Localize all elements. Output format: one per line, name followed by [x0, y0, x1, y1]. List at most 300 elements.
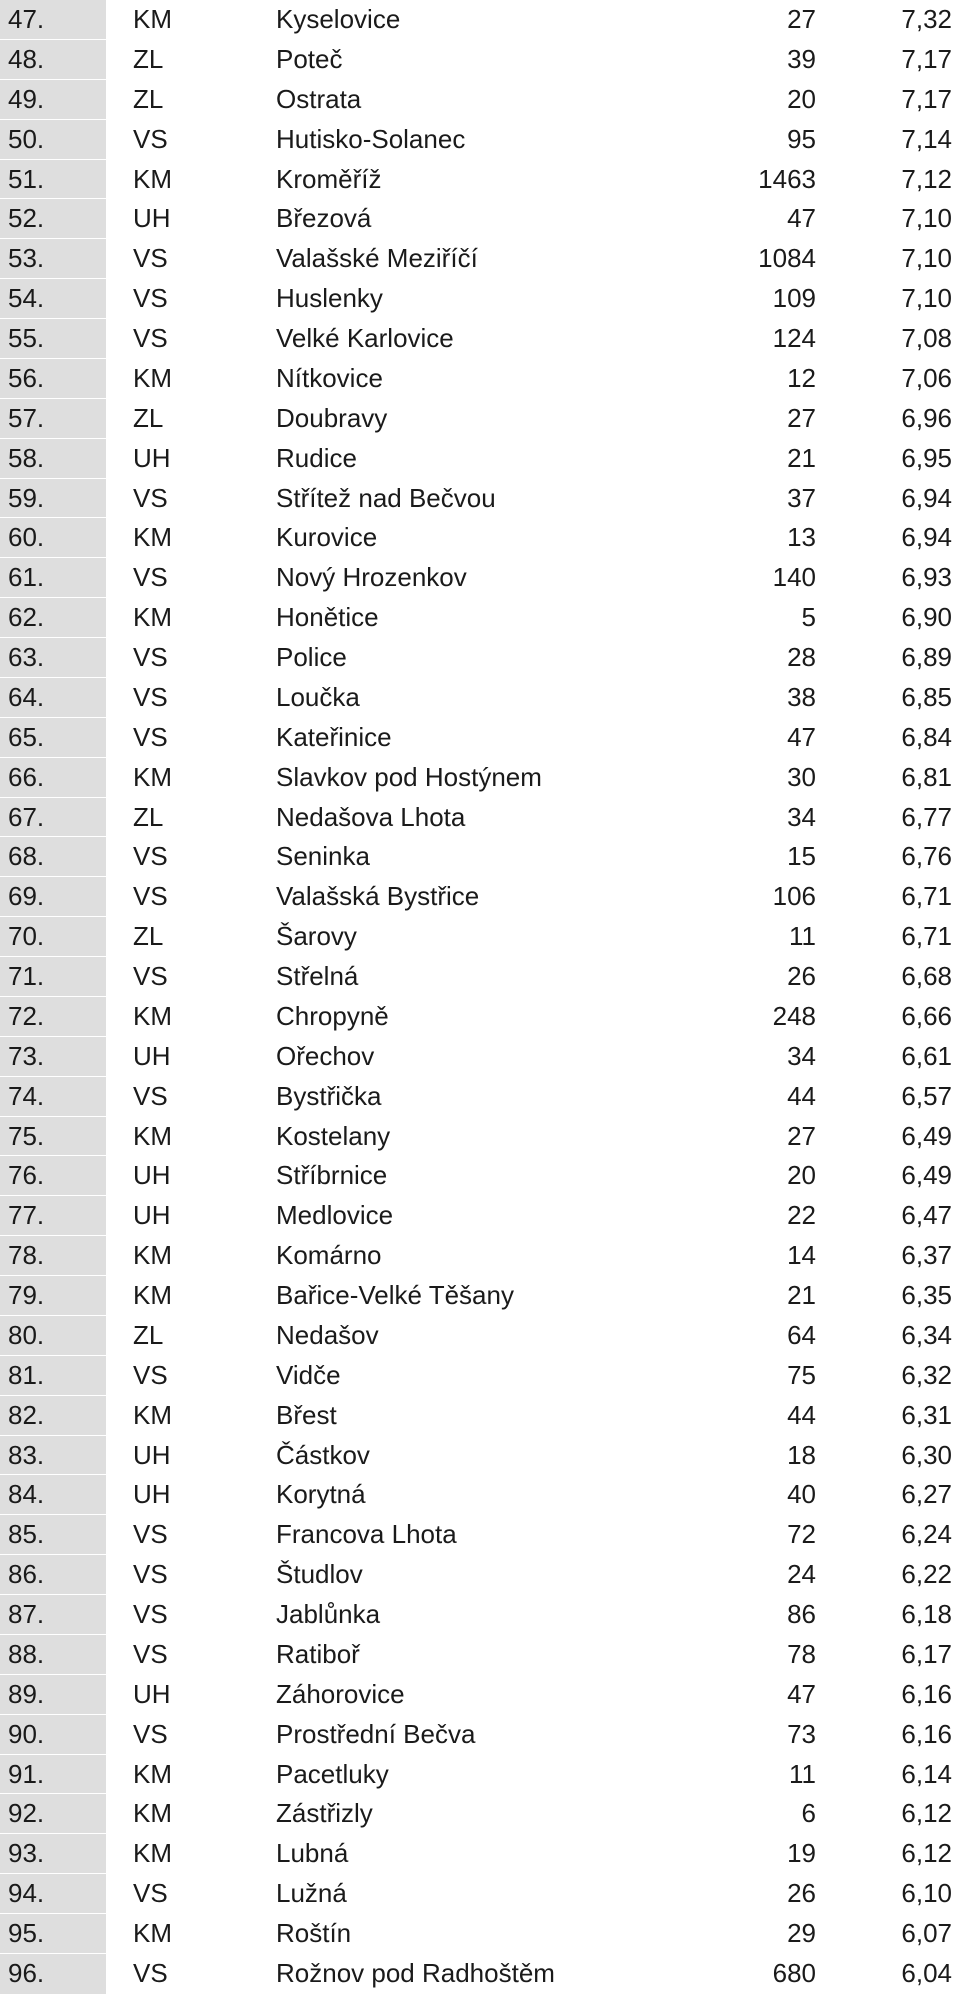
rank-cell: 80.	[0, 1316, 106, 1355]
municipality-name-cell: Medlovice	[276, 1200, 394, 1231]
value-cell: 6,89	[901, 642, 952, 672]
value-cell: 6,71	[901, 881, 952, 912]
district-code-cell: KM	[133, 761, 172, 792]
count-cell: 12	[787, 362, 816, 393]
rank-cell: 52.	[0, 199, 106, 238]
rank-cell: 79.	[0, 1276, 106, 1315]
value-cell: 6,10	[901, 1878, 952, 1909]
table-row	[0, 1874, 960, 1914]
table-row	[0, 0, 960, 40]
municipality-name-cell: Lubná	[276, 1838, 349, 1869]
count-cell: 47	[787, 203, 816, 234]
rank-cell: 57.	[0, 399, 106, 438]
district-code-cell: VS	[133, 283, 168, 314]
value-cell: 6,37	[901, 1240, 952, 1271]
municipality-name-cell: Střelná	[276, 961, 359, 991]
table-row	[0, 798, 960, 838]
rank-cell: 49.	[0, 80, 106, 119]
rank-cell: 65.	[0, 718, 106, 757]
table-row	[0, 479, 960, 519]
value-cell: 6,12	[901, 1838, 952, 1869]
table-row	[0, 1077, 960, 1117]
table-row	[0, 1595, 960, 1635]
table-row	[0, 837, 960, 877]
table-row	[0, 1156, 960, 1196]
district-code-cell: ZL	[133, 83, 164, 114]
count-cell: 21	[787, 442, 816, 473]
value-cell: 6,84	[901, 721, 952, 752]
rank-cell: 82.	[0, 1396, 106, 1435]
municipality-name-cell: Vidče	[276, 1359, 341, 1390]
municipality-name-cell: Seninka	[276, 841, 370, 872]
table-row	[0, 638, 960, 678]
municipality-name-cell: Komárno	[276, 1240, 382, 1271]
district-code-cell: KM	[133, 1838, 172, 1869]
count-cell: 680	[772, 1957, 816, 1988]
value-cell: 6,81	[901, 761, 952, 792]
table-row	[0, 1715, 960, 1755]
count-cell: 24	[787, 1559, 816, 1590]
municipality-name-cell: Střítež nad Bečvou	[276, 482, 496, 513]
count-cell: 78	[787, 1638, 816, 1669]
district-code-cell: UH	[133, 442, 171, 473]
district-code-cell: VS	[133, 1359, 168, 1390]
municipality-name-cell: Velké Karlovice	[276, 323, 454, 353]
district-code-cell: VS	[133, 841, 168, 872]
table-row	[0, 598, 960, 638]
district-code-cell: KM	[133, 1280, 172, 1310]
table-row	[0, 1356, 960, 1396]
value-cell: 6,31	[901, 1399, 952, 1430]
value-cell: 7,17	[901, 43, 952, 74]
rank-cell: 96.	[0, 1954, 106, 1994]
rank-cell: 75.	[0, 1117, 106, 1156]
value-cell: 6,12	[901, 1798, 952, 1829]
municipality-name-cell: Študlov	[276, 1559, 363, 1590]
count-cell: 1463	[758, 163, 816, 194]
rank-cell: 63.	[0, 638, 106, 677]
district-code-cell: KM	[133, 1798, 172, 1829]
count-cell: 26	[787, 961, 816, 991]
table-row	[0, 1396, 960, 1436]
municipality-name-cell: Kostelany	[276, 1120, 391, 1151]
rank-cell: 87.	[0, 1595, 106, 1634]
value-cell: 7,32	[901, 4, 952, 34]
rank-cell: 47.	[0, 0, 106, 39]
district-code-cell: VS	[133, 681, 168, 712]
table-row	[0, 718, 960, 758]
municipality-name-cell: Ratiboř	[276, 1638, 360, 1669]
value-cell: 7,10	[901, 243, 952, 274]
table-row	[0, 319, 960, 359]
value-cell: 7,17	[901, 83, 952, 114]
table-row	[0, 558, 960, 598]
count-cell: 30	[787, 761, 816, 792]
municipality-name-cell: Bystřička	[276, 1080, 382, 1111]
district-code-cell: VS	[133, 1638, 168, 1669]
municipality-name-cell: Hutisko-Solanec	[276, 123, 466, 154]
municipality-name-cell: Police	[276, 642, 347, 672]
rank-cell: 58.	[0, 439, 106, 478]
rank-cell: 88.	[0, 1635, 106, 1674]
count-cell: 37	[787, 482, 816, 513]
table-row	[0, 1117, 960, 1157]
district-code-cell: VS	[133, 123, 168, 154]
table-row	[0, 1196, 960, 1236]
count-cell: 47	[787, 721, 816, 752]
municipality-name-cell: Slavkov pod Hostýnem	[276, 761, 542, 792]
rank-cell: 59.	[0, 479, 106, 518]
municipality-name-cell: Rožnov pod Radhoštěm	[276, 1957, 555, 1988]
count-cell: 6	[801, 1798, 816, 1829]
rank-cell: 95.	[0, 1914, 106, 1953]
value-cell: 6,22	[901, 1559, 952, 1590]
value-cell: 7,10	[901, 283, 952, 314]
value-cell: 6,77	[901, 801, 952, 832]
table-row	[0, 439, 960, 479]
rank-cell: 67.	[0, 798, 106, 837]
rank-cell: 62.	[0, 598, 106, 637]
value-cell: 6,57	[901, 1080, 952, 1111]
rank-cell: 68.	[0, 837, 106, 876]
value-cell: 6,66	[901, 1000, 952, 1031]
district-code-cell: VS	[133, 1080, 168, 1111]
count-cell: 11	[789, 1758, 816, 1789]
municipality-name-cell: Šarovy	[276, 921, 357, 952]
value-cell: 6,47	[901, 1200, 952, 1231]
municipality-name-cell: Prostřední Bečva	[276, 1718, 476, 1749]
rank-cell: 86.	[0, 1555, 106, 1594]
municipality-name-cell: Kroměříž	[276, 163, 382, 194]
municipality-name-cell: Nedašov	[276, 1319, 379, 1350]
table-row	[0, 279, 960, 319]
rank-cell: 53.	[0, 239, 106, 278]
municipality-name-cell: Stříbrnice	[276, 1160, 388, 1191]
municipality-name-cell: Zástřizly	[276, 1798, 373, 1829]
value-cell: 7,12	[901, 163, 952, 194]
table-row	[0, 917, 960, 957]
count-cell: 26	[787, 1878, 816, 1909]
table-row	[0, 1555, 960, 1595]
district-code-cell: KM	[133, 1758, 172, 1789]
value-cell: 6,96	[901, 402, 952, 433]
value-cell: 6,76	[901, 841, 952, 872]
district-code-cell: KM	[133, 1240, 172, 1271]
value-cell: 6,16	[901, 1718, 952, 1749]
district-code-cell: UH	[133, 1439, 171, 1470]
count-cell: 22	[787, 1200, 816, 1231]
rank-cell: 69.	[0, 877, 106, 916]
table-row	[0, 120, 960, 160]
count-cell: 95	[787, 123, 816, 154]
count-cell: 140	[772, 562, 816, 593]
count-cell: 5	[801, 602, 816, 633]
rank-cell: 83.	[0, 1436, 106, 1475]
table-row	[0, 199, 960, 239]
district-code-cell: VS	[133, 1957, 168, 1988]
value-cell: 7,06	[901, 362, 952, 393]
district-code-cell: UH	[133, 1200, 171, 1231]
count-cell: 44	[787, 1399, 816, 1430]
municipality-name-cell: Loučka	[276, 681, 360, 712]
municipality-name-cell: Roštín	[276, 1918, 352, 1948]
municipality-name-cell: Huslenky	[276, 283, 383, 314]
count-cell: 39	[787, 43, 816, 74]
count-cell: 64	[787, 1319, 816, 1350]
count-cell: 11	[789, 921, 816, 952]
count-cell: 248	[772, 1000, 816, 1031]
value-cell: 6,68	[901, 961, 952, 991]
table-row	[0, 997, 960, 1037]
municipality-name-cell: Záhorovice	[276, 1678, 405, 1709]
district-code-cell: VS	[133, 1559, 168, 1590]
table-row	[0, 518, 960, 558]
rank-cell: 94.	[0, 1874, 106, 1913]
district-code-cell: VS	[133, 1718, 168, 1749]
value-cell: 6,85	[901, 681, 952, 712]
table-row	[0, 1954, 960, 1994]
count-cell: 15	[787, 841, 816, 872]
table-row	[0, 678, 960, 718]
district-code-cell: ZL	[133, 801, 164, 832]
count-cell: 34	[787, 1040, 816, 1071]
municipality-name-cell: Valašská Bystřice	[276, 881, 480, 912]
table-row	[0, 1834, 960, 1874]
municipality-name-cell: Částkov	[276, 1439, 370, 1470]
district-code-cell: KM	[133, 1918, 172, 1948]
district-code-cell: VS	[133, 642, 168, 672]
district-code-cell: ZL	[133, 43, 164, 74]
table-row	[0, 1794, 960, 1834]
count-cell: 27	[787, 1120, 816, 1151]
table-row	[0, 160, 960, 200]
district-code-cell: VS	[133, 881, 168, 912]
district-code-cell: KM	[133, 1000, 172, 1031]
rank-cell: 92.	[0, 1794, 106, 1833]
district-code-cell: VS	[133, 562, 168, 593]
value-cell: 6,49	[901, 1160, 952, 1191]
count-cell: 19	[787, 1838, 816, 1869]
district-code-cell: KM	[133, 1120, 172, 1151]
value-cell: 6,16	[901, 1678, 952, 1709]
district-code-cell: KM	[133, 163, 172, 194]
rank-cell: 78.	[0, 1236, 106, 1275]
value-cell: 6,94	[901, 482, 952, 513]
count-cell: 20	[787, 1160, 816, 1191]
municipality-name-cell: Nedašova Lhota	[276, 801, 466, 832]
table-row	[0, 957, 960, 997]
district-code-cell: ZL	[133, 921, 164, 952]
table-row	[0, 239, 960, 279]
rank-cell: 93.	[0, 1834, 106, 1873]
value-cell: 6,04	[901, 1957, 952, 1988]
count-cell: 27	[787, 4, 816, 34]
municipality-name-cell: Valašské Meziříčí	[276, 243, 478, 274]
value-cell: 6,49	[901, 1120, 952, 1151]
value-cell: 6,17	[901, 1638, 952, 1669]
district-code-cell: UH	[133, 1479, 171, 1510]
count-cell: 75	[787, 1359, 816, 1390]
count-cell: 124	[772, 323, 816, 353]
table-row	[0, 1236, 960, 1276]
rank-cell: 90.	[0, 1715, 106, 1754]
municipality-name-cell: Kateřinice	[276, 721, 392, 752]
municipality-name-cell: Nový Hrozenkov	[276, 562, 467, 593]
table-row	[0, 1515, 960, 1555]
value-cell: 6,93	[901, 562, 952, 593]
table-row	[0, 758, 960, 798]
table-row	[0, 1635, 960, 1675]
municipality-name-cell: Jablůnka	[276, 1599, 381, 1629]
rank-cell: 54.	[0, 279, 106, 318]
count-cell: 47	[787, 1678, 816, 1709]
count-cell: 34	[787, 801, 816, 832]
count-cell: 73	[787, 1718, 816, 1749]
value-cell: 7,08	[901, 323, 952, 353]
district-code-cell: KM	[133, 522, 172, 553]
rank-cell: 74.	[0, 1077, 106, 1116]
district-code-cell: UH	[133, 1040, 171, 1071]
rank-cell: 61.	[0, 558, 106, 597]
count-cell: 14	[787, 1240, 816, 1271]
rank-cell: 70.	[0, 917, 106, 956]
table-row	[0, 399, 960, 439]
district-code-cell: VS	[133, 721, 168, 752]
district-code-cell: VS	[133, 243, 168, 274]
municipality-name-cell: Ostrata	[276, 83, 362, 114]
count-cell: 44	[787, 1080, 816, 1111]
value-cell: 6,18	[901, 1599, 952, 1629]
table-row	[0, 1755, 960, 1795]
count-cell: 1084	[758, 243, 816, 274]
count-cell: 21	[787, 1280, 816, 1310]
value-cell: 6,71	[901, 921, 952, 952]
rank-cell: 51.	[0, 160, 106, 199]
district-code-cell: KM	[133, 4, 172, 34]
table-row	[0, 1675, 960, 1715]
rank-cell: 72.	[0, 997, 106, 1036]
district-code-cell: KM	[133, 1399, 172, 1430]
municipality-name-cell: Nítkovice	[276, 362, 383, 393]
table-row	[0, 1475, 960, 1515]
municipality-name-cell: Pacetluky	[276, 1758, 389, 1789]
rank-cell: 73.	[0, 1037, 106, 1076]
value-cell: 6,61	[901, 1040, 952, 1071]
rank-cell: 91.	[0, 1755, 106, 1794]
table-row	[0, 1436, 960, 1476]
count-cell: 109	[772, 283, 816, 314]
value-cell: 6,94	[901, 522, 952, 553]
rank-cell: 48.	[0, 40, 106, 79]
district-code-cell: KM	[133, 362, 172, 393]
municipality-name-cell: Kurovice	[276, 522, 378, 553]
value-cell: 6,24	[901, 1519, 952, 1550]
rank-cell: 56.	[0, 359, 106, 398]
district-code-cell: UH	[133, 1160, 171, 1191]
municipality-name-cell: Březová	[276, 203, 372, 234]
value-cell: 6,34	[901, 1319, 952, 1350]
rank-cell: 84.	[0, 1475, 106, 1514]
municipality-name-cell: Doubravy	[276, 402, 388, 433]
table-row	[0, 40, 960, 80]
municipality-name-cell: Honětice	[276, 602, 379, 633]
table-row	[0, 877, 960, 917]
table-row	[0, 80, 960, 120]
district-code-cell: UH	[133, 1678, 171, 1709]
value-cell: 6,07	[901, 1918, 952, 1948]
district-code-cell: UH	[133, 203, 171, 234]
district-code-cell: VS	[133, 961, 168, 991]
municipality-name-cell: Korytná	[276, 1479, 366, 1510]
rank-cell: 66.	[0, 758, 106, 797]
value-cell: 6,14	[901, 1758, 952, 1789]
rank-cell: 85.	[0, 1515, 106, 1554]
municipality-name-cell: Lužná	[276, 1878, 347, 1909]
count-cell: 27	[787, 402, 816, 433]
municipality-name-cell: Kyselovice	[276, 4, 401, 34]
rank-cell: 64.	[0, 678, 106, 717]
municipality-name-cell: Poteč	[276, 43, 343, 74]
rank-cell: 60.	[0, 518, 106, 557]
table-row	[0, 1316, 960, 1356]
value-cell: 6,90	[901, 602, 952, 633]
rank-cell: 89.	[0, 1675, 106, 1714]
count-cell: 40	[787, 1479, 816, 1510]
district-code-cell: VS	[133, 1599, 168, 1629]
municipality-name-cell: Břest	[276, 1399, 337, 1430]
value-cell: 7,14	[901, 123, 952, 154]
district-code-cell: VS	[133, 1878, 168, 1909]
count-cell: 72	[787, 1519, 816, 1550]
rank-cell: 55.	[0, 319, 106, 358]
rank-cell: 77.	[0, 1196, 106, 1235]
count-cell: 18	[787, 1439, 816, 1470]
district-code-cell: VS	[133, 482, 168, 513]
municipality-name-cell: Rudice	[276, 442, 357, 473]
municipality-name-cell: Bařice-Velké Těšany	[276, 1280, 514, 1310]
count-cell: 38	[787, 681, 816, 712]
rank-cell: 81.	[0, 1356, 106, 1395]
count-cell: 13	[787, 522, 816, 553]
value-cell: 7,10	[901, 203, 952, 234]
table-row	[0, 1276, 960, 1316]
table-row	[0, 1914, 960, 1954]
table-row	[0, 1037, 960, 1077]
rank-cell: 76.	[0, 1156, 106, 1195]
district-code-cell: ZL	[133, 1319, 164, 1350]
rank-cell: 71.	[0, 957, 106, 996]
value-cell: 6,30	[901, 1439, 952, 1470]
district-code-cell: VS	[133, 1519, 168, 1550]
table-row	[0, 359, 960, 399]
district-code-cell: KM	[133, 602, 172, 633]
value-cell: 6,35	[901, 1280, 952, 1310]
count-cell: 28	[787, 642, 816, 672]
count-cell: 29	[787, 1918, 816, 1948]
value-cell: 6,27	[901, 1479, 952, 1510]
municipality-name-cell: Francova Lhota	[276, 1519, 457, 1550]
rank-cell: 50.	[0, 120, 106, 159]
value-cell: 6,95	[901, 442, 952, 473]
municipality-name-cell: Chropyně	[276, 1000, 389, 1031]
value-cell: 6,32	[901, 1359, 952, 1390]
municipality-name-cell: Ořechov	[276, 1040, 375, 1071]
count-cell: 20	[787, 83, 816, 114]
count-cell: 106	[772, 881, 816, 912]
district-code-cell: VS	[133, 323, 168, 353]
district-code-cell: ZL	[133, 402, 164, 433]
count-cell: 86	[787, 1599, 816, 1629]
